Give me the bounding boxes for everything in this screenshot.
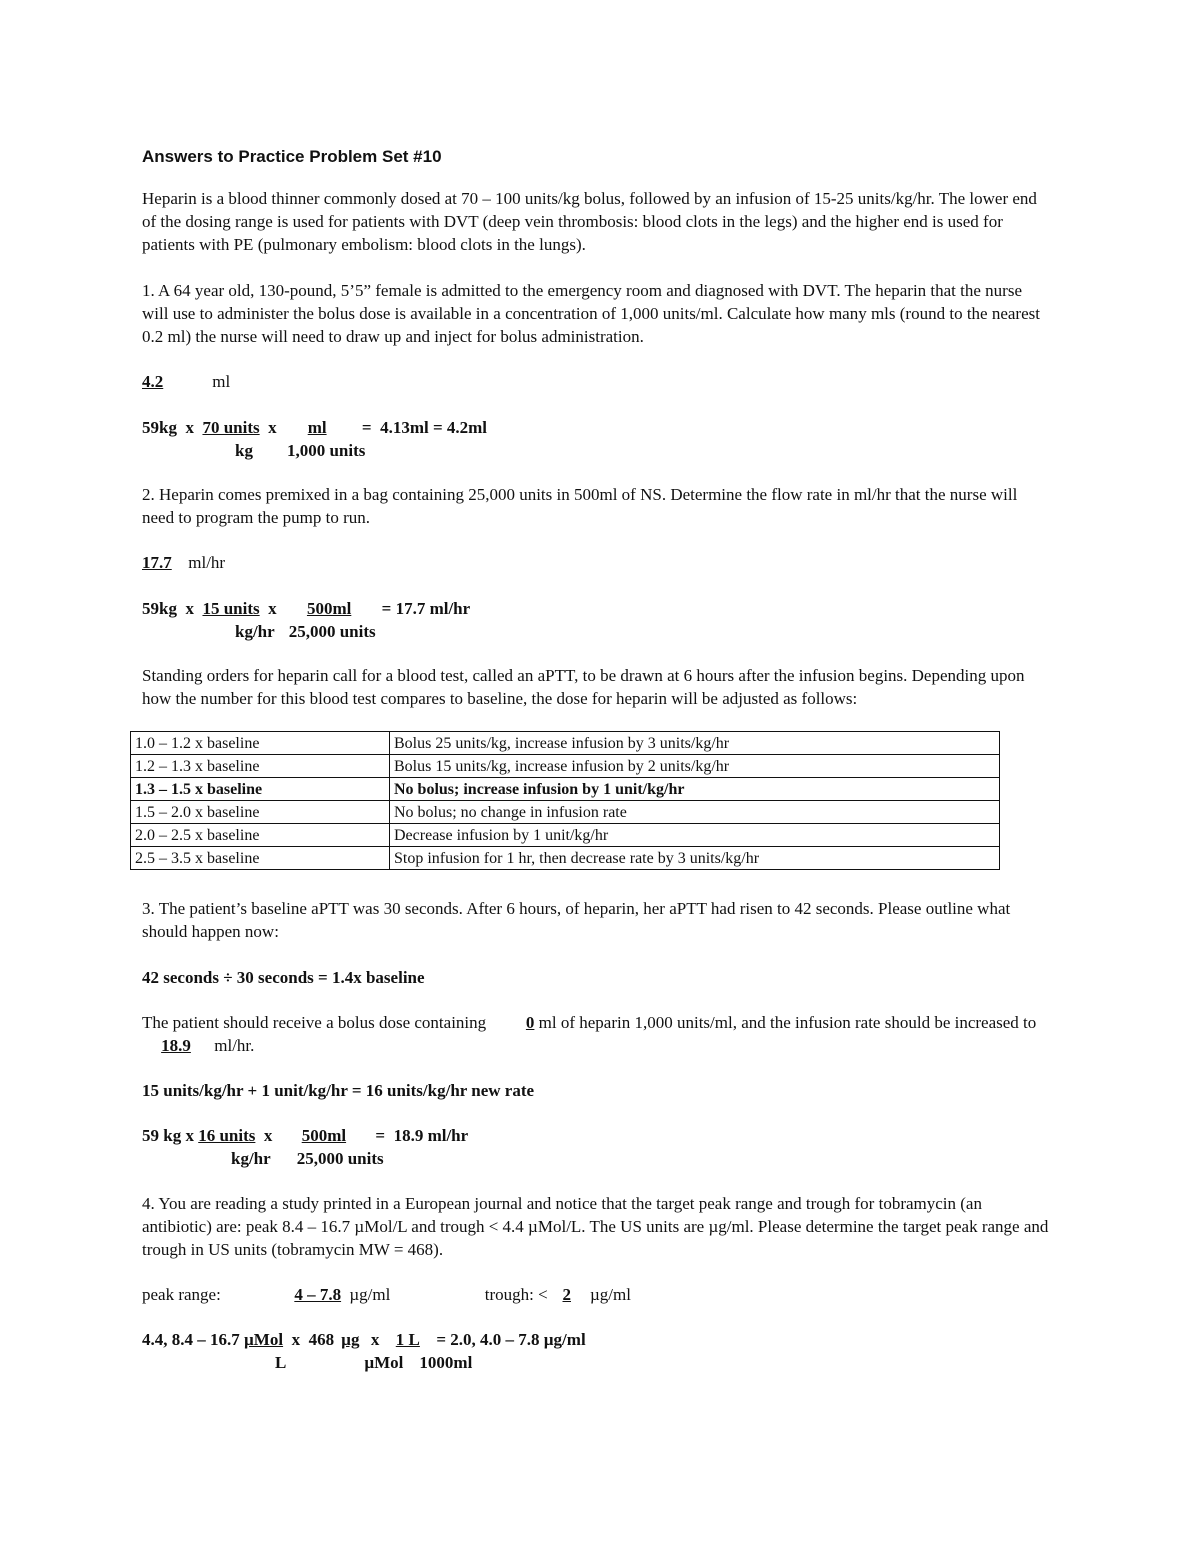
table-cell-action: Bolus 15 units/kg, increase infusion by 2 units/kg/hr: [390, 755, 1000, 778]
calc-4-denominator-1: L: [275, 1353, 287, 1372]
calc-4-numerator-3: 1 L: [395, 1330, 420, 1349]
table-cell-action: No bolus; no change in infusion rate: [390, 801, 1000, 824]
calc-1: [142, 416, 1052, 462]
dosing-adjustment-table: [130, 731, 1000, 870]
table-cell-action: Decrease infusion by 1 unit/kg/hr: [390, 824, 1000, 847]
calc-2-result: = 17.7 ml/hr: [373, 599, 471, 618]
answer-3-bolus-value: 0: [525, 1013, 535, 1032]
peak-range-value: 4 – 7.8: [294, 1285, 342, 1304]
calc-3-result: = 18.9 ml/hr: [366, 1126, 469, 1145]
calc-4-times-1: x 468: [283, 1330, 339, 1349]
table-row: [131, 824, 1000, 847]
table-row-highlighted: [131, 778, 1000, 801]
calc-3-text: 59 kg x: [142, 1126, 199, 1145]
intro-paragraph: Heparin is a blood thinner commonly dosed at 70 – 100 units/kg bolus, followed by an infusion of 15-25 units/kg/hr. The lower end of the dosing range is used for patients with DVT (deep vein thrombosis: blood clots in the legs) and the higher end is used for patients with PE (pulmonary embolism: blood clots in the lungs).: [142, 189, 1037, 254]
calc-1-numerator-2: ml: [307, 418, 327, 437]
calc-1-result: = 4.13ml = 4.2ml: [349, 418, 488, 437]
table-cell-range: 1.2 – 1.3 x baseline: [131, 755, 390, 778]
table-cell-range: 2.5 – 3.5 x baseline: [131, 847, 390, 870]
answer-2: [142, 551, 1052, 574]
calc-3-numerator: 16 units: [198, 1126, 256, 1145]
table-row: [131, 755, 1000, 778]
answer-2-unit: ml/hr: [188, 553, 226, 572]
answer-3-rate-unit: ml/hr.: [210, 1036, 255, 1055]
table-row: [131, 732, 1000, 755]
ratio-calculation: 42 seconds ÷ 30 seconds = 1.4x baseline: [142, 968, 425, 987]
trough-value: 2: [562, 1285, 571, 1304]
table-row: [131, 847, 1000, 870]
calc-3-denominator-2: 25,000 units: [296, 1149, 384, 1168]
question-2: 2. Heparin comes premixed in a bag containing 25,000 units in 500ml of NS. Determine the flow rate in ml/hr that the nurse will need to program the pump to run.: [142, 485, 1018, 527]
calc-2: [142, 597, 1052, 643]
answer-1-unit: ml: [212, 372, 231, 391]
table-cell-action: Stop infusion for 1 hr, then decrease rate by 3 units/kg/hr: [390, 847, 1000, 870]
calc-2-numerator: 15 units: [202, 599, 260, 618]
calc-3-denominator: kg/hr: [231, 1149, 271, 1168]
trough-unit: µg/ml: [585, 1285, 631, 1304]
calc-1-times: x: [259, 418, 286, 437]
calc-1-denominator-2: 1,000 units: [286, 441, 366, 460]
calc-1-numerator: 70 units: [202, 418, 260, 437]
calc-3-times: x: [255, 1126, 281, 1145]
answer-3-text-1: The patient should receive a bolus dose containing: [142, 1013, 491, 1032]
calc-2-denominator: kg/hr: [235, 622, 275, 641]
answer-1: [142, 370, 1052, 393]
answer-2-value: 17.7: [142, 553, 172, 572]
table-cell-action: No bolus; increase infusion by 1 unit/kg/hr: [390, 778, 1000, 801]
calc-2-text: 59kg x: [142, 599, 203, 618]
answer-3-rate-value: 18.9: [161, 1036, 191, 1055]
trough-label: trough: <: [484, 1285, 548, 1304]
table-cell-range: 1.5 – 2.0 x baseline: [131, 801, 390, 824]
question-3: 3. The patient’s baseline aPTT was 30 seconds. After 6 hours, of heparin, her aPTT had risen to 42 seconds. Please outline what should happen now:: [142, 899, 1011, 941]
table-cell-action: Bolus 25 units/kg, increase infusion by 3 units/kg/hr: [390, 732, 1000, 755]
calc-1-denominator: kg: [235, 441, 253, 460]
table-cell-range: 1.3 – 1.5 x baseline: [131, 778, 390, 801]
calc-1-text: 59kg x: [142, 418, 203, 437]
calc-2-numerator-2: 500ml: [306, 599, 352, 618]
answer-4: [142, 1283, 1052, 1306]
new-rate-calculation: 15 units/kg/hr + 1 unit/kg/hr = 16 units/kg/hr new rate: [142, 1081, 535, 1100]
calc-2-denominator-2: 25,000 units: [288, 622, 376, 641]
calc-4-numerator-1: µMol: [244, 1330, 284, 1349]
peak-range-unit: µg/ml: [345, 1285, 391, 1304]
table-cell-range: 2.0 – 2.5 x baseline: [131, 824, 390, 847]
answer-1-value: 4.2: [142, 372, 164, 391]
question-4: 4. You are reading a study printed in a European journal and notice that the target peak range and trough for tobramycin (an antibiotic) are: peak 8.4 – 16.7 µMol/L and trough < 4.4 µMol/L. The US units are µg/ml. Please determine the target peak range and trough in US units (tobramycin MW = 468).: [142, 1194, 1049, 1259]
calc-4-times-2: x: [362, 1330, 388, 1349]
calc-4: [142, 1328, 1052, 1374]
standing-orders-paragraph: Standing orders for heparin call for a blood test, called an aPTT, to be drawn at 6 hours after the infusion begins. Depending upon how the number for this blood test compares to baseline, the dose for heparin will be adjusted as follows:: [142, 666, 1025, 708]
table-cell-range: 1.0 – 1.2 x baseline: [131, 732, 390, 755]
calc-4-result: = 2.0, 4.0 – 7.8 µg/ml: [427, 1330, 586, 1349]
peak-range-label: peak range:: [142, 1285, 226, 1304]
calc-3: [142, 1124, 1052, 1170]
calc-2-times: x: [259, 599, 286, 618]
answer-3-text-2: ml of heparin 1,000 units/ml, and the infusion rate should be increased to: [534, 1013, 1037, 1032]
calc-3-numerator-2: 500ml: [301, 1126, 347, 1145]
question-1: 1. A 64 year old, 130-pound, 5’5” female is admitted to the emergency room and diagnosed with DVT. The heparin that the nurse will use to administer the bolus dose is available in a concentration of 1,000 units/ml. Calculate how many mls (round to the nearest 0.2 ml) the nurse will need to draw up and inject for bolus administration.: [142, 281, 1040, 346]
answer-3-sentence: [142, 1011, 1052, 1057]
calc-4-denominator-2: µMol: [364, 1353, 404, 1372]
table-row: [131, 801, 1000, 824]
calc-4-numerator-2: µg: [341, 1330, 360, 1349]
page-title: Answers to Practice Problem Set #10: [142, 147, 442, 166]
calc-4-denominator-3: 1000ml: [419, 1353, 473, 1372]
calc-4-text: 4.4, 8.4 – 16.7: [142, 1330, 244, 1349]
